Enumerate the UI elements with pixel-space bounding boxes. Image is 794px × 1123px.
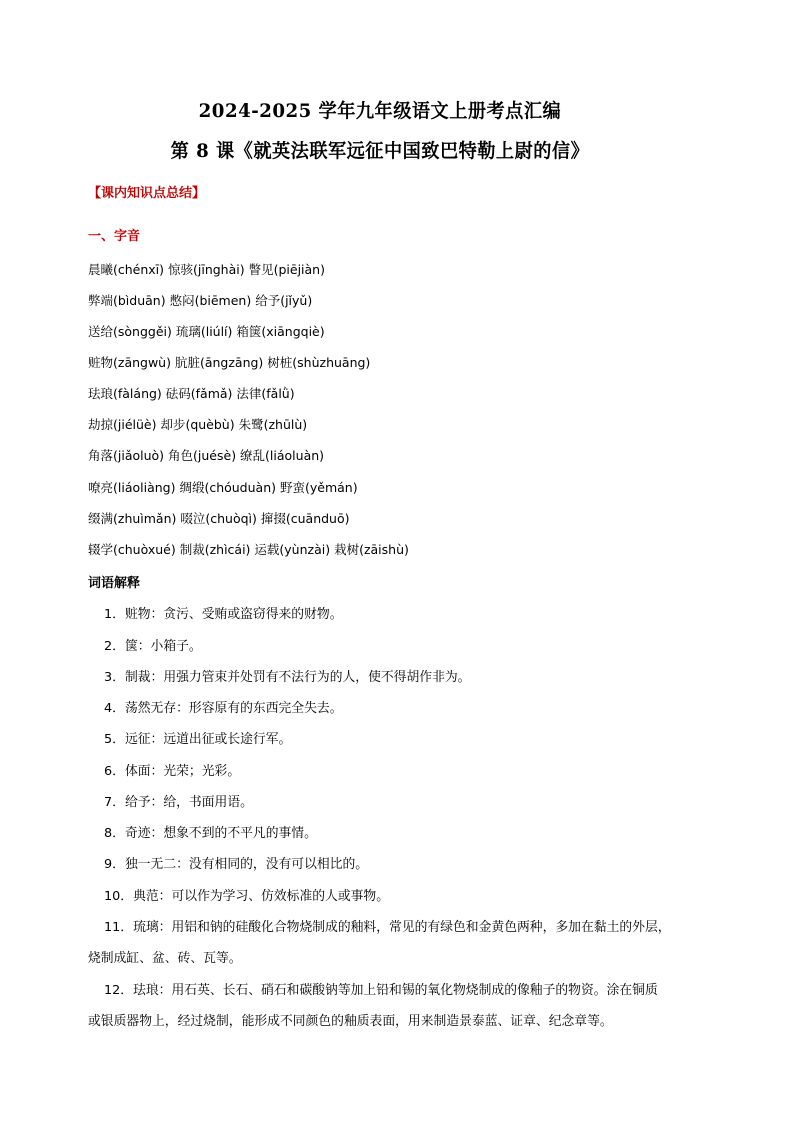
pronunciation-line: 辍学(chuòxué) 制裁(zhìcái) 运载(yùnzài) 栽树(zāishù) [88, 542, 409, 557]
vocab-item: 10．典范：可以作为学习、仿效标准的人或事物。 [104, 889, 390, 904]
pronunciation-line: 珐琅(fàláng) 砝码(fǎmǎ) 法律(fǎlǜ) [88, 386, 295, 401]
vocab-item: 4．荡然无存：形容原有的东西完全失去。 [104, 701, 343, 716]
document-title: 2024-2025 学年九年级语文上册考点汇编 [198, 100, 562, 122]
vocab-item: 2．箧：小箱子。 [104, 639, 202, 654]
vocab-item-continuation: 或银质器物上，经过烧制，能形成不同颜色的釉质表面，用来制造景泰蓝、证章、纪念章等。 [88, 1014, 613, 1029]
pronunciation-line: 弊端(bìduān) 憋闷(biēmen) 给予(jǐyǔ) [88, 293, 313, 308]
pronunciation-line: 缀满(zhuìmǎn) 啜泣(chuòqì) 撺掇(cuānduō) [88, 511, 350, 526]
vocab-item-continuation: 烧制成缸、盆、砖、瓦等。 [88, 951, 242, 966]
pronunciation-line: 晨曦(chénxī) 惊骇(jīnghài) 瞥见(piējiàn) [88, 262, 325, 277]
pronunciation-line: 送给(sònggěi) 琉璃(liúlí) 箱箧(xiāngqiè) [88, 324, 325, 339]
pronunciation-line: 赃物(zāngwù) 肮脏(āngzāng) 树桩(shùzhuāng) [88, 355, 371, 370]
vocab-item: 6．体面：光荣；光彩。 [104, 764, 241, 779]
pronunciation-line: 嘹亮(liáoliàng) 绸缎(chóuduàn) 野蛮(yěmán) [88, 480, 358, 495]
vocab-item: 12．珐琅：用石英、长石、硝石和碳酸钠等加上铅和锡的氧化物烧制成的像釉子的物资。涂在铜质 [104, 983, 658, 998]
section-tag: 【课内知识点总结】 [88, 186, 206, 201]
vocab-item: 11．琉璃：用铝和钠的硅酸化合物烧制成的釉料，常见的有绿色和金黄色两种，多加在黏土的外层， [104, 920, 671, 935]
vocab-item: 9．独一无二：没有相同的，没有可以相比的。 [104, 857, 369, 872]
lesson-title: 第 8 课《就英法联军远征中国致巴特勒上尉的信》 [170, 140, 590, 162]
pronunciation-line: 劫掠(jiélüè) 却步(quèbù) 朱鹭(zhūlù) [88, 417, 308, 432]
vocab-item: 5．远征：远道出征或长途行军。 [104, 732, 292, 747]
vocab-heading: 词语解释 [88, 576, 141, 591]
pronunciation-heading: 一、字音 [88, 229, 141, 244]
vocab-item: 7．给予：给，书面用语。 [104, 795, 253, 810]
vocab-item: 3．制裁：用强力管束并处罚有不法行为的人，使不得胡作非为。 [104, 670, 471, 685]
vocab-item: 8．奇迹：想象不到的不平凡的事情。 [104, 826, 317, 841]
vocab-item: 1．赃物：贪污、受贿或盗窃得来的财物。 [104, 607, 343, 622]
pronunciation-line: 角落(jiǎoluò) 角色(juésè) 缭乱(liáoluàn) [88, 448, 325, 463]
